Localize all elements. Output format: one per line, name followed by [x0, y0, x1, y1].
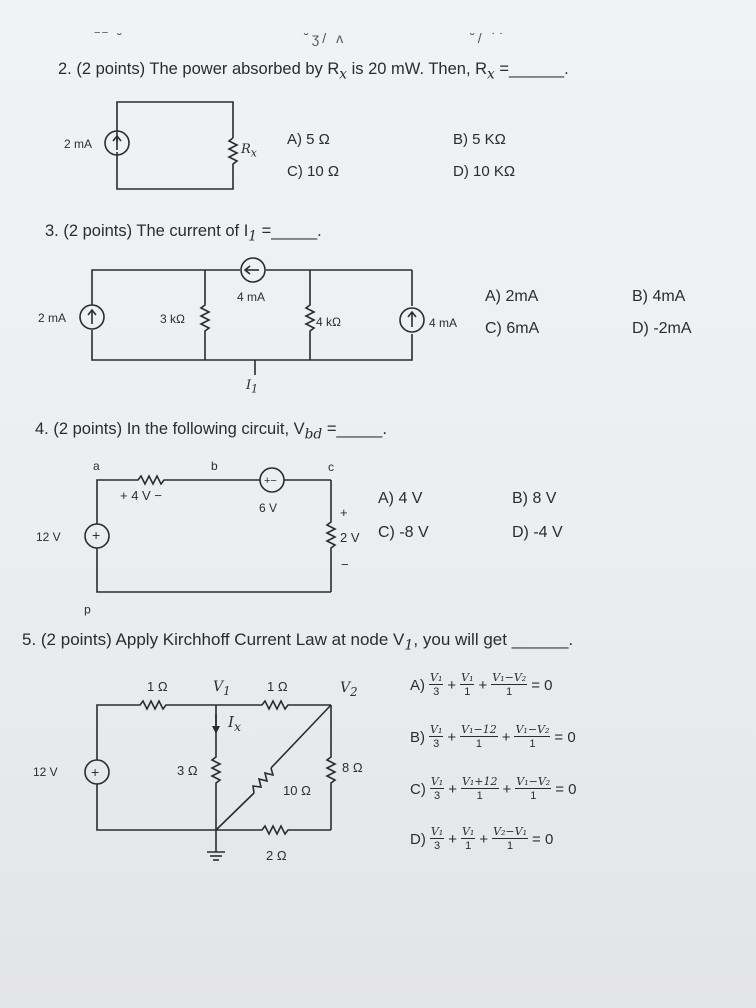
- q3-left-source-label: 2 mA: [38, 311, 67, 325]
- svg-text:+: +: [92, 527, 101, 543]
- q2-option-a[interactable]: A) 5 Ω: [287, 131, 330, 148]
- q3-option-b[interactable]: B) 4mA: [632, 288, 686, 305]
- question-2-title: 2. (2 points) The power absorbed by $R_x$ is 20 mW. Then, $R_x$ =______.: [58, 60, 569, 83]
- q2-option-c[interactable]: C) 10 Ω: [287, 163, 340, 180]
- q5-r2-label: 1 Ω: [267, 679, 288, 694]
- q4-option-c[interactable]: C) -8 V: [378, 524, 429, 541]
- q4-node-a: a: [93, 459, 100, 473]
- question-5-title: 5. (2 points) Apply Kirchhoff Current Law at node $V_1$, you will get ______.: [22, 630, 574, 654]
- q4-option-b[interactable]: B) 8 V: [512, 490, 557, 507]
- q4-option-a[interactable]: A) 4 V: [378, 490, 423, 507]
- question-4-title: 4. (2 points) In the following circuit, $V_{bd}$ =_____.: [35, 420, 387, 443]
- q4-node-c: c: [328, 460, 334, 474]
- q2-option-b[interactable]: B) 5 KΩ: [453, 131, 506, 148]
- q5-option-d[interactable]: D) $\frac{\text{V₁}}{3}$ + $\frac{\text{V₁}}{1}$ + $\frac{\text{V₂−V₁}}{1}$ = 0: [410, 825, 554, 852]
- fraction: $\frac{\text{V₂−V₁}}{1}$: [493, 825, 528, 852]
- q5-option-b[interactable]: B) $\frac{\text{V₁}}{3}$ + $\frac{\text{V₁−12}}{1}$ + $\frac{\text{V₁−V₂}}{1}$ = 0: [410, 723, 576, 750]
- q4-source-label: 12 V: [36, 530, 61, 544]
- q3-current-label: $I_1$: [246, 378, 259, 396]
- q5-v1-label: $V_1$: [213, 679, 231, 698]
- q5-r3-label: 3 Ω: [177, 763, 198, 778]
- q5-r10-label: 10 Ω: [283, 783, 311, 798]
- q3-option-c[interactable]: C) 6mA: [485, 320, 540, 337]
- q3-r2-label: 4 kΩ: [316, 315, 341, 329]
- fraction: $\frac{\text{V₁−12}}{1}$: [461, 723, 497, 750]
- q5-option-c-label: C): [410, 780, 426, 798]
- q4-minus-sign: −: [341, 557, 349, 572]
- svg-text:+−: +−: [264, 475, 277, 487]
- q2-source-label: 2 mA: [64, 137, 93, 151]
- q5-option-c[interactable]: C) $\frac{\text{V₁}}{3}$ + $\frac{\text{V₁+12}}{1}$ + $\frac{\text{V₁−V₂}}{1}$ = 0: [410, 775, 577, 802]
- q5-source-label: 12 V: [33, 765, 58, 779]
- fraction: $\frac{\text{V₁−V₂}}{1}$: [516, 775, 551, 802]
- q5-r1-label: 1 Ω: [147, 679, 168, 694]
- q5-r8-label: 8 Ω: [342, 760, 363, 775]
- q4-option-d[interactable]: D) -4 V: [512, 524, 563, 541]
- q3-r1-label: 3 kΩ: [160, 312, 185, 326]
- fraction: $\frac{\text{V₁−V₂}}{1}$: [492, 671, 527, 698]
- q2-option-d[interactable]: D) 10 KΩ: [453, 163, 516, 180]
- q5-option-b-label: B): [410, 728, 425, 746]
- q4-4v-label: + 4 V −: [120, 488, 162, 503]
- q5-r2b-label: 2 Ω: [266, 848, 287, 863]
- q4-node-d: d: [84, 604, 91, 618]
- q4-2v-label: 2 V: [340, 530, 360, 545]
- q4-plus-sign: +: [340, 505, 348, 520]
- fraction: $\frac{\text{V₁}}{1}$: [461, 671, 474, 698]
- fraction: $\frac{\text{V₁+12}}{1}$: [461, 775, 498, 802]
- q4-6v-label: 6 V: [259, 501, 278, 515]
- q5-ix-label: $I_x$: [228, 713, 241, 734]
- fraction: $\frac{\text{V₁}}{3}$: [430, 825, 444, 852]
- fraction: $\frac{\text{V₁−V₂}}{1}$: [515, 723, 550, 750]
- svg-text:+: +: [91, 764, 100, 780]
- fraction: $\frac{\text{V₁}}{3}$: [430, 671, 443, 698]
- q3-option-a[interactable]: A) 2mA: [485, 288, 539, 305]
- q5-v2-label: $V_2$: [340, 680, 358, 699]
- fraction: $\frac{\text{V₁}}{3}$: [430, 723, 443, 750]
- q5-option-d-label: D): [410, 830, 426, 848]
- q5-option-a[interactable]: A) $\frac{\text{V₁}}{3}$ + $\frac{\text{V₁}}{1}$ + $\frac{\text{V₁−V₂}}{1}$ = 0: [410, 671, 553, 698]
- q3-option-d[interactable]: D) -2mA: [632, 320, 692, 337]
- q2-resistor-label: $R_x$: [241, 142, 257, 160]
- q4-node-b: b: [211, 459, 218, 473]
- fraction: $\frac{\text{V₁}}{1}$: [461, 825, 475, 852]
- q5-option-a-label: A): [410, 676, 425, 694]
- q3-right-source-label: 4 mA: [429, 316, 458, 330]
- question-3-title: 3. (2 points) The current of $I_1$ =_____.: [45, 222, 322, 245]
- cropped-previous-line: ‾‾ ˘ ˘ʒ/ ʌ ˘/ ˙˙: [95, 30, 507, 46]
- fraction: $\frac{\text{V₁}}{3}$: [430, 775, 444, 802]
- q3-top-source-label: 4 mA: [237, 290, 266, 304]
